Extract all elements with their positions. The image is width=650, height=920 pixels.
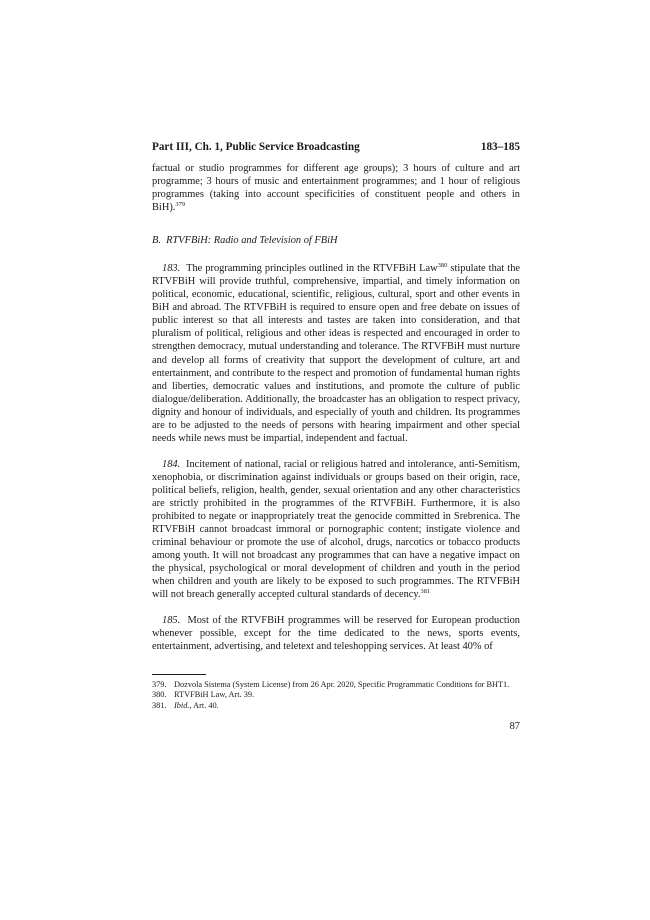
section-title: RTVFBiH: Radio and Television of FBiH [166, 235, 338, 247]
footnote-number: 380. [152, 690, 167, 700]
intro-paragraph [152, 162, 520, 214]
section-letter: B. [152, 235, 161, 247]
footnote-text: Dozvola Sistema (System License) from 26 Apr. 2020, Specific Programmatic Conditions for BHT1. [174, 679, 510, 689]
footnote-number: 379. [152, 679, 167, 689]
footnote-ref-380[interactable]: 380 [437, 262, 448, 270]
header-title: Part III, Ch. 1, Public Service Broadcasting [152, 141, 360, 153]
paragraph-185 [152, 614, 520, 653]
paragraph-number-183: 183. [162, 263, 181, 275]
section-heading [152, 234, 520, 247]
footnote-text-wrap [174, 701, 520, 712]
footnote-ref-381[interactable]: 381 [420, 588, 431, 596]
footnote-number: 381. [152, 700, 167, 710]
footnote-ref-379[interactable]: 379 [175, 201, 186, 209]
paragraph-183 [152, 262, 520, 445]
paragraph-number-185: 185. [162, 615, 181, 627]
paragraph-185-text: Most of the RTVFBiH programmes will be reserved for European production whenever possible, except for the time dedicated to the news, sports events, entertainment, advertising, and teletext and teleshopping services. At least 40% of [152, 615, 520, 653]
page-body [152, 140, 520, 732]
footnote-text: , Art. 40. [189, 700, 219, 710]
paragraph-183-text-a: The programming principles outlined in the RTVFBiH Law [186, 263, 438, 275]
footnote-italic: Ibid. [174, 700, 190, 710]
header-paragraph-range: 183–185 [480, 141, 520, 153]
paragraph-183-text-b: stipulate that the RTVFBiH will provide truthful, comprehensive, impartial, and timely information on political, economic, educational, scientific, religious, cultural, sport and other events in BiH and abroad. The RTVFBiH is required to ensure open and free debate on issues of public interest so that all interests and tastes are taken into consideration, and that pluralism of political, religious and other ideas is respected and encouraged in order to strengthen democracy, mutual understanding and tolerance. The RTVFBiH must nurture and develop all forms of creativity that support the development of culture, art and entertainment, and contribute to the respect and promotion of fundamental human rights and liberties, democratic values and institutions, and promote the culture of public dialogue/deliberation. Additionally, the broadcaster has an obligation to respect privacy, dignity and honour of individuals, and especially of youth and children. Its programmes are to be adjusted to the needs of persons with hearing impairment and other special needs while news must be impartial, independent and factual. [152, 263, 520, 444]
footnote-380 [152, 690, 520, 701]
paragraph-184-text: Incitement of national, racial or religious hatred and intolerance, anti-Semitism, xenophobia, or discrimination against individuals or groups based on their origin, race, political beliefs, religion, health, gender, sexual orientation and any other characteristics are strictly prohibited in the programmes of the RTVFBiH. Furthermore, it is also prohibited to negate or inappropriately treat the genocide committed in Srebrenica. The RTVFBiH cannot broadcast immoral or pornographic content; instigate violence and criminal behaviour or promote the use of alcohol, drugs, narcotics or tobacco products among youth. It will not broadcast any programmes that can have a negative impact on the physical, psychological or moral development of children and youth in the period when children and youth are likely to be exposed to such programmes. The RTVFBiH will not breach generally accepted cultural standards of decency. [152, 458, 520, 601]
footnote-381 [152, 701, 520, 712]
footnote-separator [152, 674, 206, 675]
paragraph-184 [152, 458, 520, 602]
footnote-379 [152, 680, 520, 691]
footnote-text: RTVFBiH Law, Art. 39. [174, 690, 255, 700]
paragraph-number-184: 184. [162, 458, 181, 470]
intro-text: factual or studio programmes for different age groups); 3 hours of culture and art programme; 3 hours of music and entertainment programmes; and 1 hour of religious programmes (taking into account specificities of constituent people and others in BiH). [152, 163, 520, 214]
page-number: 87 [509, 721, 520, 733]
running-header [152, 140, 520, 154]
